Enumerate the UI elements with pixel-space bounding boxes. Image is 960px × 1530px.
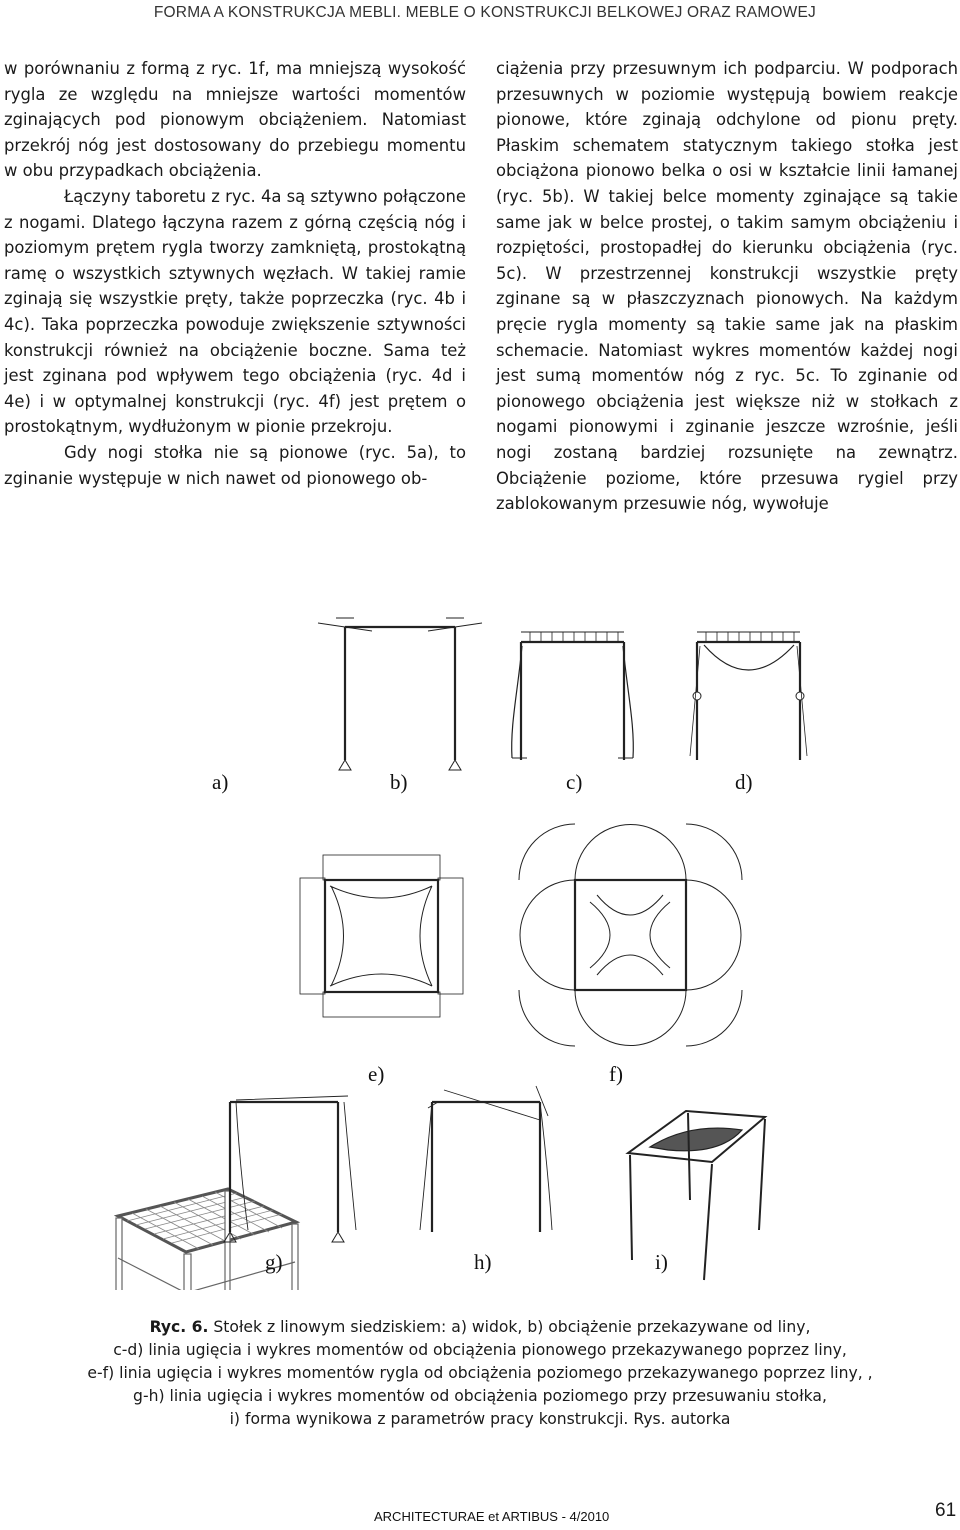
journal-footer: ARCHITECTURAE et ARTIBUS - 4/2010: [374, 1509, 610, 1524]
panel-label-c: c): [566, 770, 583, 794]
figure-caption: [60, 1316, 900, 1431]
panel-label-a: a): [212, 770, 229, 794]
panel-f-moment-diagram: [519, 824, 742, 1046]
panel-label-h: h): [474, 1250, 492, 1274]
panel-e-horizontal-load-frame: [300, 855, 463, 1017]
paragraph: Gdy nogi stołka nie są pionowe (ryc. 5a), to zginanie występuje w nich nawet od pionowego ob-: [4, 442, 466, 488]
paragraph: ciążenia przy przesuwnym ich podparciu. W podporach przesuwnych w poziomie występują bowiem reakcje pionowe, które zginają odchylone od pionu pręty. Płaskim schematem statycznym takiego stołka jest obciążona pionowo belka o osi w kształcie linii łamanej (ryc. 5b). W takiej belce momenty zginające są takie same jak w belce prostej, o takim samym obciążeniu i rozpiętości, prostopadłej do kierunku obciążenia (ryc. 5c). W przestrzennej konstrukcji wszystkie pręty zginane są w płaszczyznach pionowych. Na każdym pręcie rygla momenty są takie same jak na płaskim schemacie. Natomiast wykres momentów każdej nogi jest sumą momentów nóg z ryc. 5c. To zginanie od pionowego obciążenia jest większe niż w stołkach z nogami pionowymi i zginanie jeszcze wzrośnie, jeśli nogi zostaną bardziej rozsunięte na zewnątrz. Obciążenie poziome, które przesuwa rygiel przy zablokowanym przesuwie nóg, wywołuje: [496, 59, 958, 514]
figure-6: [0, 590, 960, 1290]
running-title: FORMA A KONSTRUKCJA MEBLI. MEBLE O KONSTRUKCJI BELKOWEJ ORAZ RAMOWEJ: [153, 4, 816, 21]
panel-label-d: d): [735, 770, 753, 794]
panel-label-g: g): [265, 1250, 283, 1274]
panel-h-sway-moment: [420, 1086, 552, 1232]
panel-d-moment-diagram: [690, 632, 807, 760]
structural-diagrams: [0, 590, 960, 1290]
paragraph: Łączyny taboretu z ryc. 4a są sztywno połączone z nogami. Dlatego łączyna razem z górną częścią nóg i poziomym prętem rygla tworzy zamkniętą, prostokątną ramę o wszystkich sztywnych węzłach. W takiej ramie zginają się wszystkie pręty, także poprzeczka (ryc. 4b i 4c). Taka poprzeczka powoduje zwiększenie sztywności konstrukcji również na obciążenie boczne. Sama też jest zginana pod wpływem tego obciążenia (ryc. 4d i 4e) i w optymalnej konstrukcji (ryc. 4f) jest prętem o prostokątnym, wydłużonym w pionie przekroju.: [4, 186, 466, 437]
panel-b-frame-load: [318, 618, 482, 770]
paragraph: w porównaniu z formą z ryc. 1f, ma mniejszą wysokość rygla ze względu na mniejsze wartości momentów zginających pod pionowym obciążeniem. Natomiast przekrój nóg jest dostosowany do przebiegu momentu w obu przypadkach obciążenia.: [4, 59, 466, 181]
caption-line: i) forma wynikowa z parametrów pracy konstrukcji. Rys. autorka: [229, 1410, 731, 1428]
caption-line: c-d) linia ugięcia i wykres momentów od obciążenia pionowego przekazywanego poprzez liny,: [113, 1341, 847, 1359]
panel-i-resulting-form: [628, 1111, 765, 1280]
caption-line: [60, 1316, 900, 1339]
caption-line: g-h) linia ugięcia i wykres momentów od obciążenia poziomego przy przesuwaniu stołka,: [133, 1387, 827, 1405]
panel-label-b: b): [390, 770, 408, 794]
caption-line: e-f) linia ugięcia i wykres momentów rygla od obciążenia poziomego przekazywanego poprzez liny, ,: [87, 1364, 873, 1382]
panel-label-e: e): [368, 1062, 385, 1086]
text-column-right: [496, 56, 958, 517]
caption-text: Stołek z linowym siedziskiem: a) widok, b) obciążenie przekazywane od liny,: [213, 1318, 811, 1336]
page-number: 61: [935, 1500, 957, 1521]
text-column-left: [4, 56, 466, 491]
panel-label-i: i): [655, 1250, 668, 1274]
running-header: [0, 4, 960, 22]
caption-lead: Ryc. 6.: [149, 1318, 209, 1336]
panel-label-f: f): [609, 1062, 623, 1086]
panel-c-vertical-load: [512, 632, 634, 760]
